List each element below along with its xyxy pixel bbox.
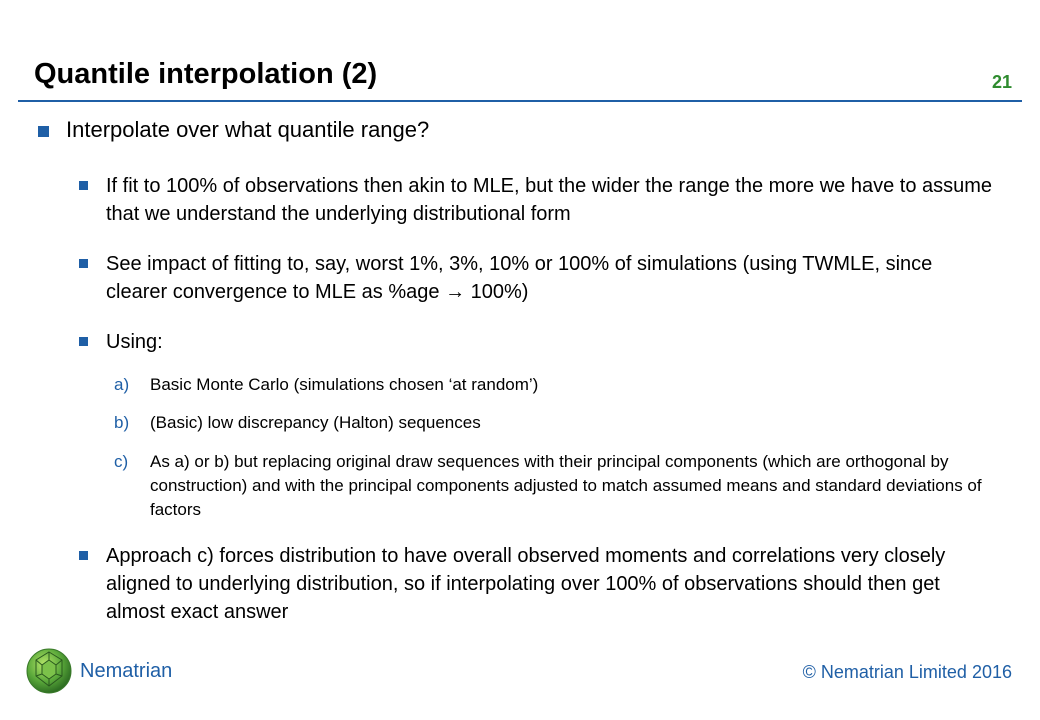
- bullet-square-icon: [38, 126, 49, 137]
- sub-bullet-4: Approach c) forces distribution to have overall observed moments and correlations very closely aligned to underlying distribution, so if interpolating over 100% of observations should then get almost exact answer: [106, 545, 946, 623]
- sub-bullet-1: If fit to 100% of observations then akin to MLE, but the wider the range the more we have to assume that we understand the underlying distributional form: [106, 175, 993, 225]
- bullet-square-icon: [79, 551, 88, 560]
- bullet-square-icon: [79, 259, 88, 268]
- sub-bullet-2: See impact of fitting to, say, worst 1%, 3%, 10% or 100% of simulations (using TWMLE, since clearer convergence to MLE as %age → 100%): [106, 253, 933, 303]
- slide-number: 21: [991, 72, 1012, 92]
- sub-bullet-3: Using:: [106, 331, 163, 353]
- bullet-square-icon: [79, 181, 88, 190]
- footer-copyright: © Nematrian Limited 2016: [802, 662, 1012, 682]
- slide-title: Quantile interpolation (2): [34, 58, 378, 90]
- main-bullet-text: Interpolate over what quantile range?: [66, 117, 430, 142]
- bullet-square-icon: [79, 337, 88, 346]
- list-letter-a: a): [114, 375, 130, 394]
- nematrian-globe-logo-icon: [24, 646, 74, 696]
- list-item-b: (Basic) low discrepancy (Halton) sequences: [150, 413, 481, 432]
- list-item-c: As a) or b) but replacing original draw sequences with their principal components (which are orthogonal by construction) and with the principal components adjusted to match assumed means and standard deviations of factors: [150, 452, 982, 519]
- list-letter-b: b): [114, 413, 130, 432]
- list-item-a: Basic Monte Carlo (simulations chosen ‘at random’): [150, 375, 539, 394]
- list-letter-c: c): [114, 452, 129, 471]
- footer-brand: Nematrian: [80, 660, 173, 682]
- title-divider: [18, 100, 1022, 102]
